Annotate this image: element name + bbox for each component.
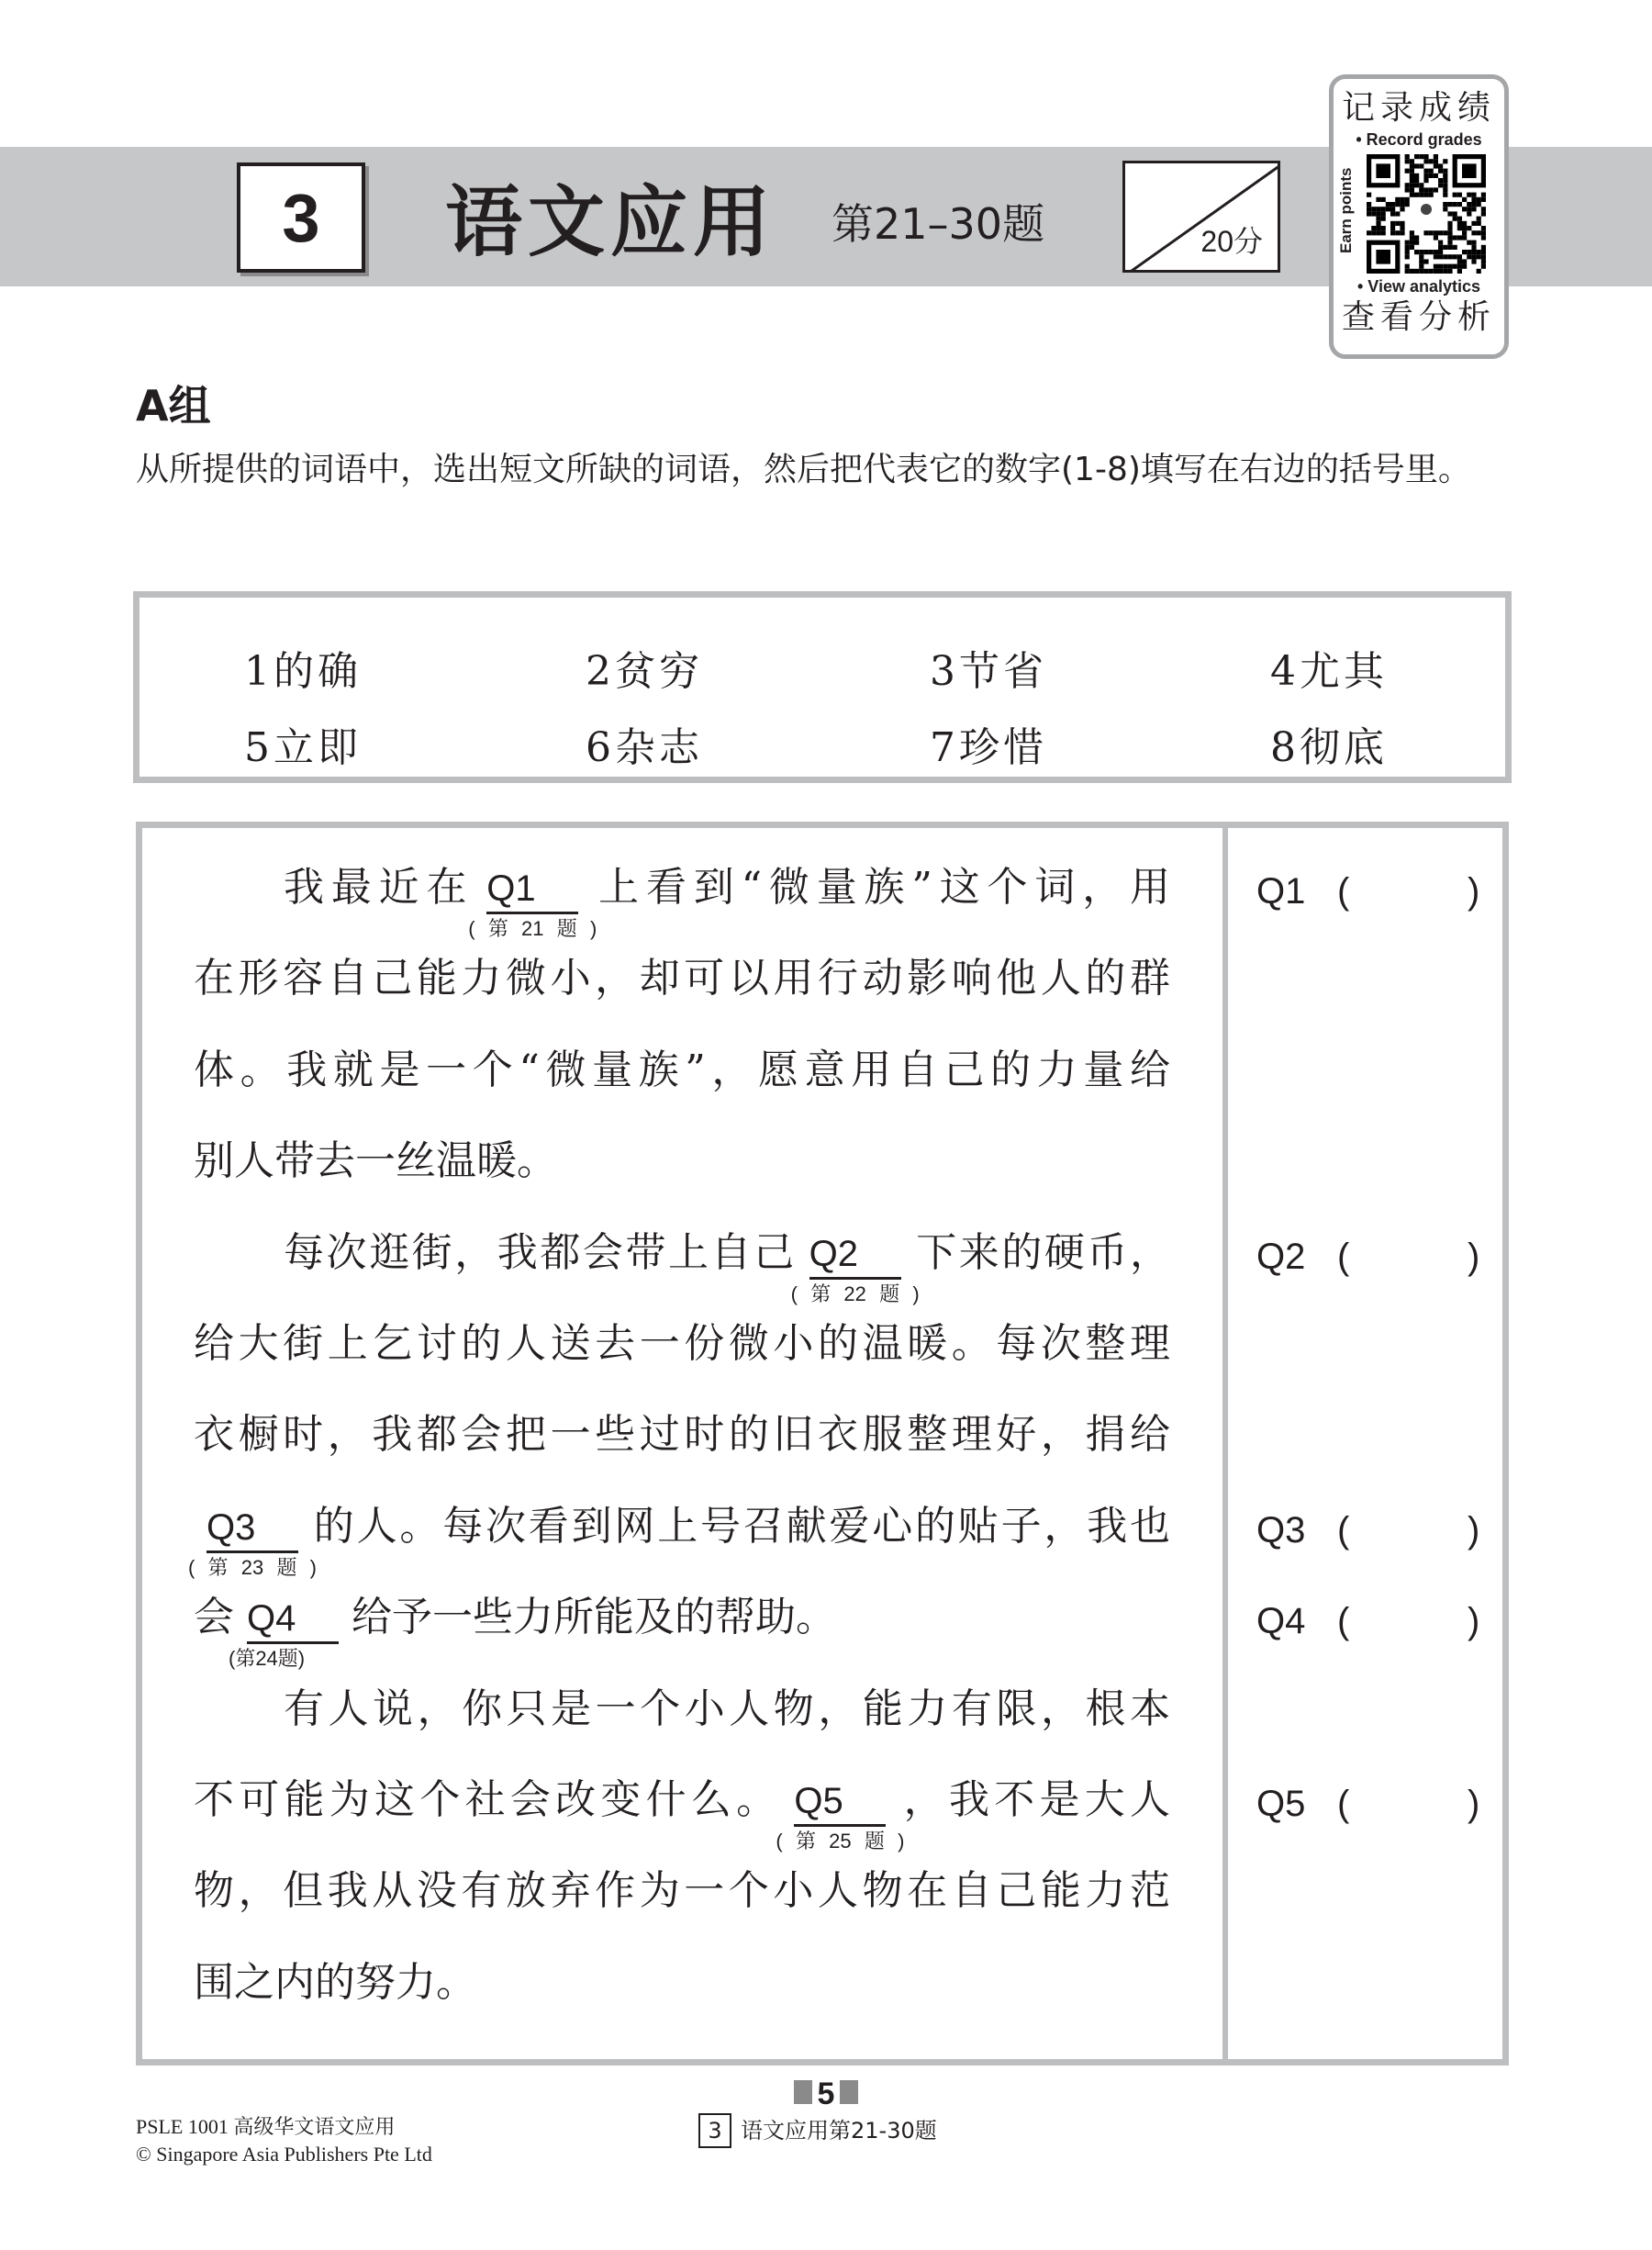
line-text: 体。我就是一个“微量族”，愿意用自己的力量给 <box>194 1046 1170 1093</box>
footer-book-title: PSLE 1001 高级华文语文应用 <box>136 2115 396 2138</box>
line-text: 围之内的努力。 <box>194 1958 476 2006</box>
passage-line <box>194 1766 1170 1857</box>
passage-box <box>136 822 1509 2065</box>
passage-line <box>194 1949 1170 2040</box>
question-number: (第21题) <box>468 917 597 940</box>
answer-blank: Q5 (第25题) <box>794 1778 886 1827</box>
answer-label: Q2 <box>1256 1236 1306 1277</box>
footer-copyright: © Singapore Asia Publishers Pte Ltd <box>136 2143 432 2166</box>
passage-line <box>194 1036 1170 1127</box>
line-text: 给大街上乞讨的人送去一份微小的温暖。每次整理 <box>194 1319 1170 1367</box>
question-range: 第21–30题 <box>832 199 1045 249</box>
word-option: 3节省 <box>930 648 1047 695</box>
answer-slot[interactable] <box>1256 1485 1495 1576</box>
word-option: 4尤其 <box>1270 648 1388 695</box>
qr-record-label: • Record grades <box>1356 130 1482 149</box>
paren-open: ( <box>1337 1509 1350 1550</box>
answer-blank: Q3 (第23题) <box>206 1505 298 1553</box>
paren-close: ) <box>1468 1784 1480 1824</box>
paren-open: ( <box>1337 1601 1350 1642</box>
qr-earn-label: Earn points <box>1337 167 1355 253</box>
line-text: 别人带去一丝温暖。 <box>194 1137 557 1185</box>
passage-line <box>188 1493 1170 1584</box>
passage-line <box>194 854 1170 945</box>
qr-view-label: • View analytics <box>1356 277 1481 296</box>
line-text: 在形容自己能力微小，却可以用行动影响他人的群 <box>194 955 1170 1002</box>
question-number: (第23题) <box>188 1555 317 1579</box>
line-text: 上看到“微量族”这个词，用 <box>591 864 1170 911</box>
passage-line <box>194 1857 1170 1948</box>
word-option: 8彻底 <box>1270 724 1388 771</box>
passage-line <box>194 1675 1170 1766</box>
instruction: 从所提供的词语中，选出短文所缺的词语，然后把代表它的数字(1-8)填写在右边的括号里。 <box>136 451 1471 488</box>
line-text: 衣橱时，我都会把一些过时的旧衣服整理好，捐给 <box>194 1411 1170 1459</box>
passage-line <box>194 1401 1170 1492</box>
footer-section: 3 语文应用第21-30题 <box>698 2113 937 2148</box>
score-box <box>1122 161 1280 273</box>
line-text: 的人。每次看到网上号召献爱心的贴子，我也 <box>311 1502 1170 1550</box>
paren-close: ) <box>1468 1509 1480 1550</box>
qr-card[interactable] <box>1329 74 1509 359</box>
paren-close: ) <box>1468 1601 1480 1642</box>
paren-close: ) <box>1468 1236 1480 1277</box>
line-text: ，我不是大人 <box>899 1775 1171 1823</box>
answer-label: Q3 <box>1256 1509 1306 1550</box>
answer-label: Q5 <box>1256 1784 1306 1824</box>
paren-open: ( <box>1337 1236 1350 1277</box>
qr-bottom-title: 查看分析 <box>1341 298 1496 336</box>
paren-close: ) <box>1468 871 1480 912</box>
word-option: 2贫穷 <box>586 648 703 695</box>
line-text: 每次逛街，我都会带上自己 <box>284 1228 797 1276</box>
passage-text <box>188 854 1171 2040</box>
answer-label: Q4 <box>1256 1601 1306 1642</box>
passage-line <box>194 1310 1170 1401</box>
word-option: 6杂志 <box>586 724 703 771</box>
passage-line <box>194 945 1170 1035</box>
word-option: 7珍惜 <box>930 724 1047 771</box>
line-text: 会 <box>194 1594 234 1641</box>
column-divider <box>1222 828 1228 2059</box>
answer-slot[interactable] <box>1256 1212 1495 1303</box>
answer-blank: Q2 (第22题) <box>809 1231 901 1280</box>
word-option: 1的确 <box>244 648 362 695</box>
word-bank <box>133 591 1512 783</box>
answer-label: Q1 <box>1256 871 1306 912</box>
answer-blank: Q1 (第21题) <box>486 866 578 914</box>
qr-code-icon[interactable] <box>1367 154 1486 274</box>
page-title: 语文应用 <box>445 177 776 267</box>
score-total: 20分 <box>1200 225 1263 258</box>
paren-open: ( <box>1337 871 1350 912</box>
passage-line <box>194 1219 1170 1310</box>
word-option: 5立即 <box>244 724 362 771</box>
question-number: (第22题) <box>790 1282 920 1305</box>
paren-open: ( <box>1337 1784 1350 1824</box>
passage-line <box>194 1127 1170 1218</box>
passage-line <box>194 1584 1170 1674</box>
answer-blank: Q4 (第24题) <box>247 1595 339 1644</box>
section-label: A组 <box>136 381 211 431</box>
line-text: 给予一些力所能及的帮助。 <box>352 1594 836 1641</box>
answer-slot[interactable] <box>1256 846 1495 937</box>
question-number: (第24题) <box>229 1647 306 1671</box>
question-number: (第25题) <box>776 1829 905 1853</box>
answer-slot[interactable] <box>1256 1576 1495 1667</box>
line-text: 我最近在 <box>284 864 474 911</box>
line-text: 下来的硬币， <box>913 1228 1171 1276</box>
section-number: 3 <box>237 162 365 273</box>
line-text: 物，但我从没有放弃作为一个小人物在自己能力范 <box>194 1867 1170 1915</box>
qr-title: 记录成绩 <box>1341 89 1496 127</box>
answer-slot[interactable] <box>1256 1759 1495 1850</box>
page-number: 5 <box>780 2076 872 2112</box>
line-text: 有人说，你只是一个小人物，能力有限，根本 <box>284 1685 1170 1732</box>
line-text: 不可能为这个社会改变什么。 <box>194 1775 782 1823</box>
